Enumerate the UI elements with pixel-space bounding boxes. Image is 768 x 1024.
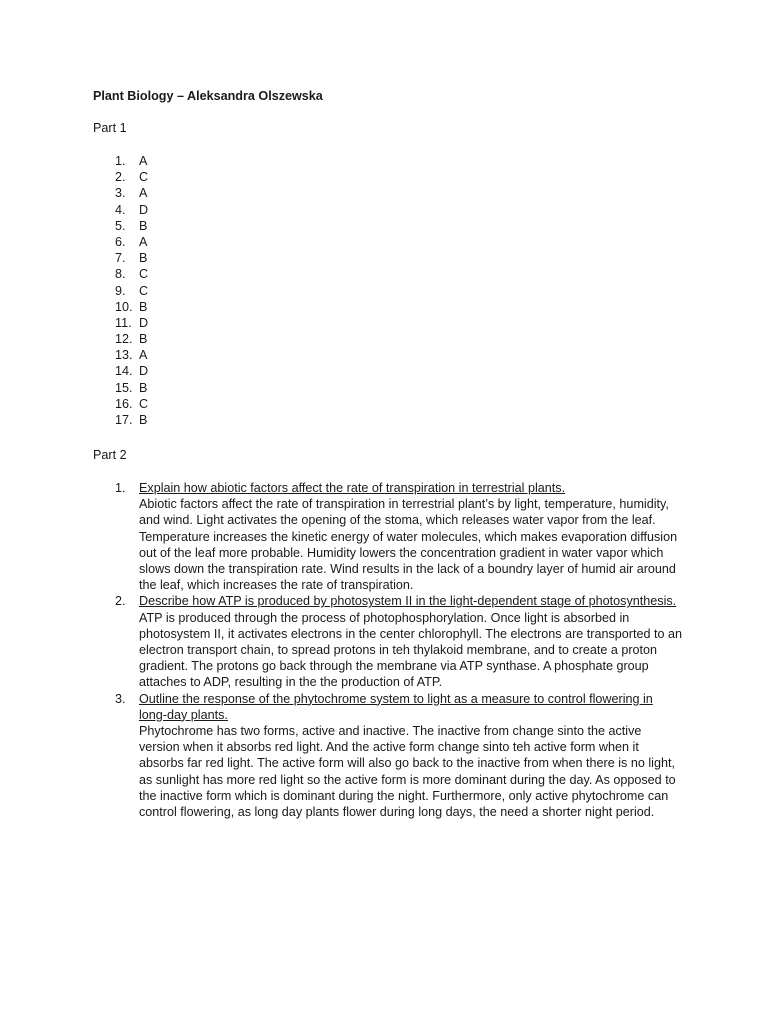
list-item: [93, 250, 148, 266]
answer-letter: B: [139, 380, 148, 395]
answer-letter: A: [139, 154, 148, 168]
part1-heading: Part 1: [93, 121, 127, 135]
list-item: [93, 185, 148, 201]
answer-number: 16.: [115, 396, 133, 411]
answer-number: 3.: [115, 186, 126, 201]
answer-number: 11.: [115, 315, 132, 330]
question-number: 2.: [115, 594, 126, 609]
answer-number: 5.: [115, 218, 126, 233]
answer-number: 13.: [115, 348, 133, 363]
answer-letter: B: [139, 299, 148, 314]
answer-number: 17.: [115, 413, 133, 427]
answer-number: 12.: [115, 332, 133, 347]
answer-number: 10.: [115, 299, 133, 314]
list-item: [93, 299, 148, 315]
list-item: [93, 202, 148, 218]
list-item: [93, 480, 683, 593]
list-item: [93, 169, 148, 185]
list-item: [93, 347, 148, 363]
answer-letter: C: [139, 267, 149, 282]
answer-number: 6.: [115, 234, 126, 249]
list-item: [93, 363, 148, 379]
document-title: Plant Biology – Aleksandra Olszewska: [93, 89, 323, 103]
answer-letter: C: [139, 396, 149, 411]
answer-number: 15.: [115, 380, 133, 395]
answer-letter: C: [139, 170, 149, 185]
answer-number: 1.: [115, 154, 126, 168]
answer-number: 14.: [115, 364, 133, 379]
list-item: [93, 593, 683, 690]
list-item: [93, 218, 148, 234]
question-text: Outline the response of the phytochrome system to light as a measure to control flowering in long-day plants.: [139, 691, 653, 722]
answer-text: Phytochrome has two forms, active and inactive. The inactive from change sinto the active version when it absorbs red light. And the active form change sinto teh active form when it absorbs far red light. The active form will also go back to the inactive from when there is no light, as sunlight has more red light so the active form is more dominant during the day. As opposed to the inactive form which is dominant during the night. Furthermore, only active phytochrome can control flowering, as long day plants flower during long days, the need a shorter night period.: [139, 724, 676, 820]
answer-letter: D: [139, 315, 149, 330]
answer-number: 7.: [115, 251, 126, 266]
answer-text: Abiotic factors affect the rate of transpiration in terrestrial plant’s by light, temperature, humidity, and wind. Light activates the opening of the stoma, which releases water vapor from the leaf. Temperature increases the kinetic energy of water molecules, which makes evaporation diffusion out of the leaf more probable. Humidity lowers the concentration gradient in water vapor which slows down the transpiration rate. Wind results in the lack of a boundry layer of humid air around the leaf, which increases the rate of transpiration.: [139, 497, 678, 593]
answer-letter: B: [139, 413, 148, 427]
list-item: [93, 691, 683, 821]
part2-question-list: [93, 480, 683, 820]
list-item: [93, 396, 148, 412]
list-item: [93, 283, 148, 299]
question-text: Explain how abiotic factors affect the rate of transpiration in terrestrial plants.: [139, 481, 566, 495]
part2-heading: Part 2: [93, 448, 127, 462]
question-text: Describe how ATP is produced by photosystem II in the light-dependent stage of photosynthesis.: [139, 594, 677, 609]
list-item: [93, 266, 148, 282]
question-number: 3.: [115, 691, 126, 706]
answer-letter: D: [139, 202, 149, 217]
list-item: [93, 234, 148, 250]
answer-letter: B: [139, 218, 148, 233]
answer-letter: C: [139, 283, 149, 298]
answer-number: 9.: [115, 283, 126, 298]
answer-number: 8.: [115, 267, 126, 282]
answer-number: 4.: [115, 202, 126, 217]
part1-answer-list: [93, 153, 148, 428]
list-item: [93, 412, 148, 428]
list-item: [93, 153, 148, 169]
list-item: [93, 380, 148, 396]
list-item: [93, 331, 148, 347]
answer-letter: A: [139, 234, 148, 249]
list-item: [93, 315, 148, 331]
answer-letter: A: [139, 186, 148, 201]
question-number: 1.: [115, 481, 126, 495]
answer-letter: D: [139, 364, 149, 379]
answer-letter: B: [139, 251, 148, 266]
answer-letter: A: [139, 348, 148, 363]
answer-text: ATP is produced through the process of photophosphorylation. Once light is absorbed in photosystem II, it activates electrons in the center chlorophyll. The electrons are transported to an electron transport chain, to spread protons in teh thylakoid membrane, and to create a proton gradient. The protons go back through the membrane via ATP synthase. A phosphate group attaches to ADP, resulting in the the production of ATP.: [139, 610, 682, 690]
answer-number: 2.: [115, 170, 126, 185]
answer-letter: B: [139, 332, 148, 347]
